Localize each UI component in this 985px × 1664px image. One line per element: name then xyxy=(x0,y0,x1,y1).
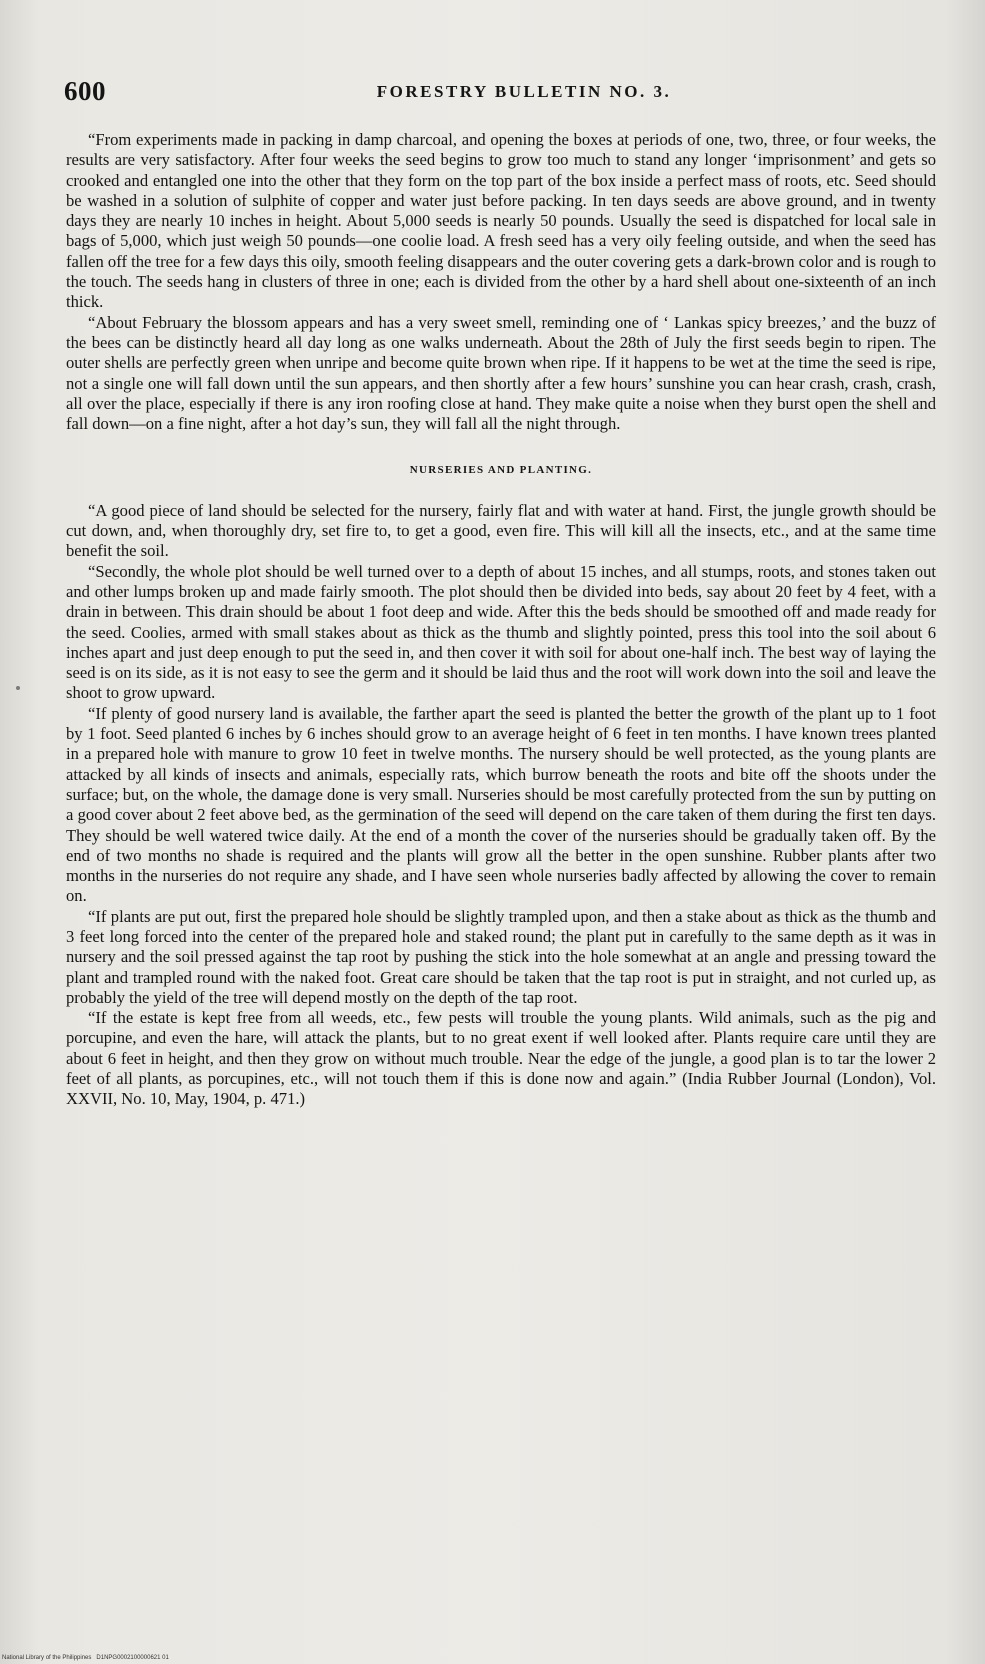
paragraph-planting-out: “If plants are put out, first the prepared hole should be slightly trampled upon, and then a stake about as thick as the thumb and 3 feet long forced into the center of the prepared hole and staked round; the plant put in carefully to the same depth as it was in nursery and the soil pressed against the tap root by pushing the stick into the hole somewhat at an angle and pressing toward the plant and trampled round with the naked foot. Great care should be taken that the tap root is put in straight, and not curled up, as probably the yield of the tree will depend mostly on the depth of the tap root. xyxy=(66,906,936,1007)
page-number: 600 xyxy=(64,76,106,106)
section-heading: NURSERIES AND PLANTING. xyxy=(409,464,593,477)
scan-barcode: D1NPG0002100000621 01 xyxy=(96,1655,169,1661)
paragraph-blossom: “About February the blossom appears and has a very sweet smell, reminding one of ‘ Lankas spicy breezes,’ and the buzz of the bees can be distinctly heard all day long as one walks underneath. About the 28th of July the first seeds begin to ripen. The outer shells are perfectly green when unripe and become quite brown when ripe. If it happens to be wet at the time the seed is ripe, not a single one will fall down until the sun appears, and then shortly after a few hours’ sunshine you can hear crash, crash, crash, all over the place, especially if there is any iron roofing close at hand. They make quite a noise when they burst open the shell and fall down—on a fine night, after a hot day’s sun, they will fall all the night through. xyxy=(66,312,936,434)
paragraph-pests xyxy=(66,1008,936,1109)
library-credit: National Library of the Philippines xyxy=(2,1655,92,1661)
margin-speck xyxy=(16,686,20,690)
paragraph-pests-text: “If the estate is kept free from all weeds, etc., few pests will trouble the young plants. Wild animals, such as the pig and porcupine, and even the hare, will attack the plants, but to no great exent if well looked after. Plants require care until they are about 6 feet in height, and then they grow on without much trouble. Near the edge of the jungle, a good plan is to tar the lower 2 feet of all plants, as porcupines, etc., will not touch them if this is done now and again.” xyxy=(66,1008,936,1089)
page-header xyxy=(64,76,944,106)
running-title: FORESTRY BULLETIN NO. 3. xyxy=(376,82,672,101)
paragraph-packing: “From experiments made in packing in damp charcoal, and opening the boxes at periods of one, two, three, or four weeks, the results are very satisfactory. After four weeks the seed begins to grow too much to stand any longer ‘imprisonment’ and gets so crooked and entangled one into the other that they form on the top part of the box inside a perfect mass of roots, etc. Seed should be washed in a solution of sulphite of copper and water just before packing. In ten days seeds are above ground, and in twenty days they are nearly 10 inches in height. About 5,000 seeds is nearly 50 pounds. Usually the seed is dispatched for local sale in bags of 5,000, which just weigh 50 pounds—one coolie load. A fresh seed has a very oily feeling outside, and when the seed has fallen off the tree for a few days this oily, smooth feeling disappears and the outer covering gets a dark-brown color and is rough to the touch. The seeds hang in clusters of three in one; each is divided from the other by a hard shell about one-sixteenth of an inch thick. xyxy=(66,130,936,312)
paragraph-spacing: “If plenty of good nursery land is available, the farther apart the seed is planted the better the growth of the plant up to 1 foot by 1 foot. Seed planted 6 inches by 6 inches should grow to an average height of 6 feet in ten months. I have known trees planted in a prepared hole with manure to grow 10 feet in twelve months. The nursery should be well protected, as the young plants are attacked by all kinds of insects and animals, especially rats, which burrow beneath the roots and bite off the shoots under the surface; but, on the whole, the damage done is very small. Nurseries should be most carefully protected from the sun by putting on a good cover about 2 feet above bed, as the germination of the seed will depend on the care taken of them during the first ten days. They should be well watered twice daily. At the end of a month the cover of the nurseries should be gradually taken off. By the end of two months no shade is required and the plants will grow all the better in the open sunshine. Rubber plants after two months in the nurseries do not require any shade, and I have seen whole nurseries badly affected by allowing the cover to remain on. xyxy=(66,703,936,906)
paragraph-land-selection: “A good piece of land should be selected for the nursery, fairly flat and with water at hand. First, the jungle growth should be cut down, and, when thoroughly dry, set fire to, to get a good, even fire. This will kill all the insects, etc., and at the same time benefit the soil. xyxy=(66,500,936,561)
scan-footer xyxy=(2,1655,169,1661)
body-text xyxy=(66,130,936,1110)
paragraph-beds: “Secondly, the whole plot should be well turned over to a depth of about 15 inches, and all stumps, roots, and stones taken out and other lumps broken up and made fairly smooth. The plot should then be divided into beds, say about 20 feet by 4 feet, with a drain in between. This drain should be about 1 foot deep and wide. After this the beds should be smoothed off and made ready for the seed. Coolies, armed with small stakes about as thick as the thumb and slightly pointed, press this tool into the soil about 6 inches apart and just deep enough to put the seed in, and then cover it with soil for about one-half inch. The best way of laying the seed is on its side, as it is not easy to see the germ and it should be laid thus and the root will work down into the soil and leave the shoot to grow upward. xyxy=(66,561,936,703)
citation: (India Rubber Journal (London), Vol. XXVII, No. 10, May, 1904, p. 471.) xyxy=(66,1069,937,1109)
